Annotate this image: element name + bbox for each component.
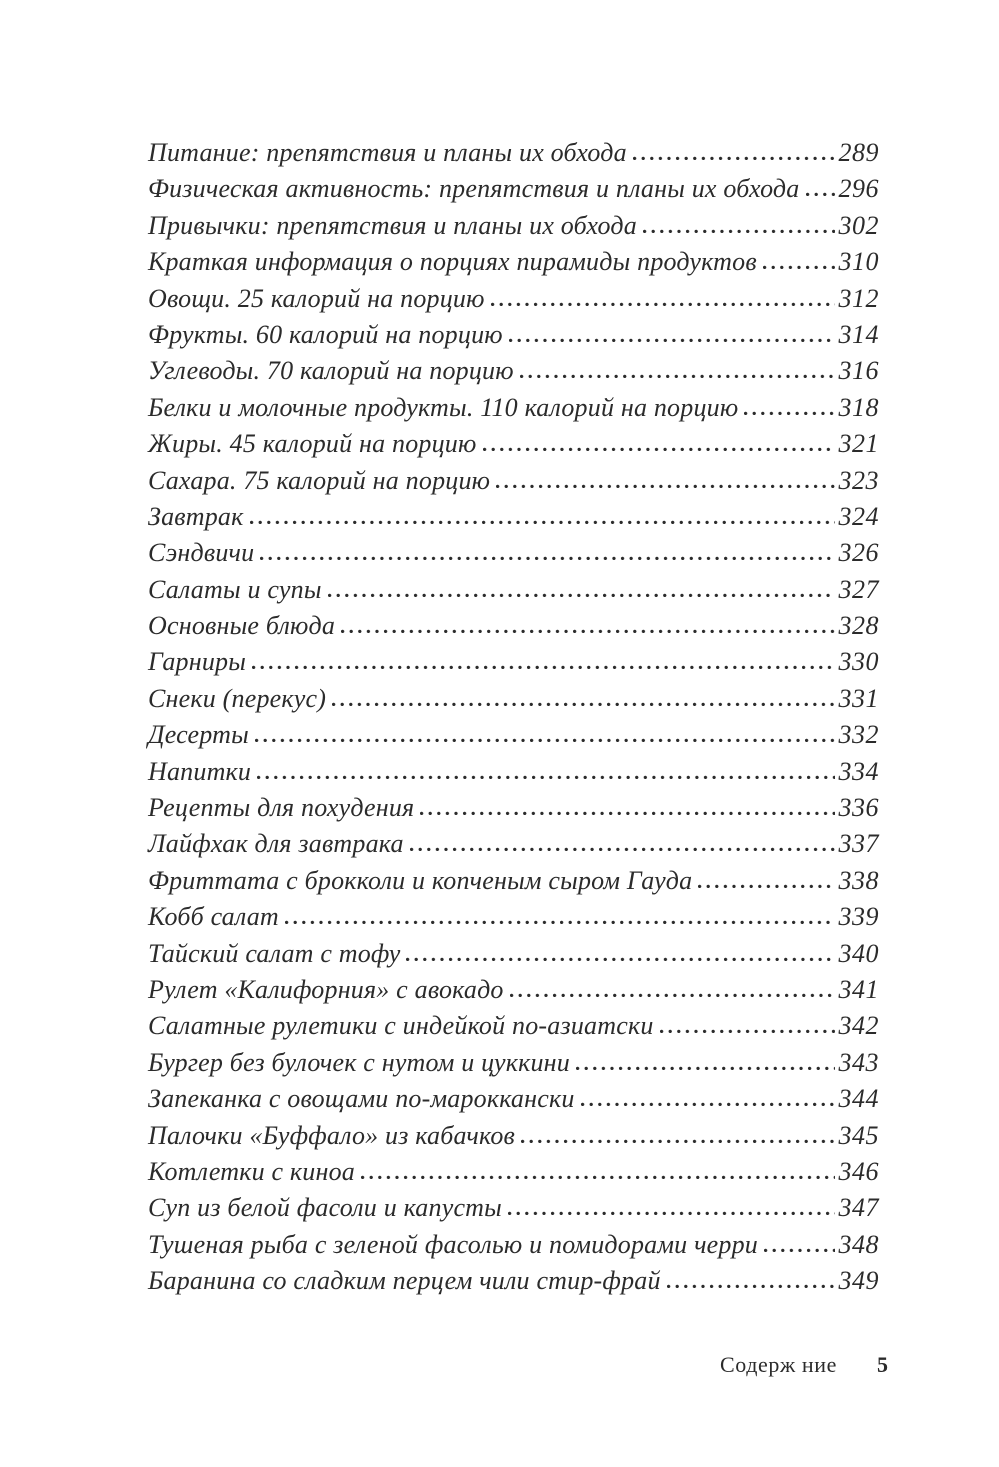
toc-entry	[148, 1230, 879, 1266]
toc-entry	[148, 975, 879, 1011]
toc-entry	[148, 1084, 879, 1120]
toc-entry	[148, 647, 879, 683]
toc-entry-title: Привычки: препятствия и планы их обхода	[148, 210, 637, 240]
toc-entry	[148, 1121, 879, 1157]
dot-leader	[576, 1059, 835, 1071]
toc-entry-page: 349	[838, 1266, 879, 1296]
toc-entry-title: Котлетки с киноа	[148, 1156, 355, 1186]
dot-leader	[332, 695, 834, 707]
dot-leader	[255, 731, 835, 743]
toc-entry-page: 330	[838, 647, 879, 677]
toc-entry-title: Сахара. 75 калорий на порцию	[148, 465, 491, 495]
toc-entry-title: Завтрак	[148, 501, 244, 531]
toc-entry-title: Гарниры	[148, 647, 247, 677]
toc-entry-title: Десерты	[148, 720, 249, 750]
toc-entry	[148, 138, 879, 174]
toc-entry-page: 336	[838, 793, 879, 823]
toc-entry	[148, 866, 879, 902]
dot-leader	[257, 768, 834, 780]
dot-leader	[260, 549, 834, 561]
dot-leader	[633, 149, 835, 161]
dot-leader	[420, 804, 834, 816]
toc-entry-title: Суп из белой фасоли и капусты	[148, 1193, 502, 1223]
toc-entry-title: Жиры. 45 калорий на порцию	[148, 429, 477, 459]
toc-entry-title: Физическая активность: препятствия и планы их обхода	[148, 174, 800, 204]
toc-entry-title: Рулет «Калифорния» с авокадо	[148, 974, 504, 1004]
toc-entry-title: Салатные рулетики с индейкой по-азиатски	[148, 1011, 654, 1041]
footer-page-number: 5	[877, 1352, 888, 1377]
toc-entry-title: Углеводы. 70 калорий на порцию	[148, 356, 514, 386]
toc-entry-page: 344	[838, 1084, 879, 1114]
toc-entry	[148, 174, 879, 210]
toc-entry-page: 316	[838, 356, 879, 386]
toc-entry-page: 347	[838, 1193, 879, 1223]
dot-leader	[520, 367, 835, 379]
toc-entry	[148, 211, 879, 247]
toc-entry	[148, 720, 879, 756]
dot-leader	[509, 331, 835, 343]
toc-entry	[148, 757, 879, 793]
toc-entry	[148, 538, 879, 574]
dot-leader	[806, 185, 835, 197]
dot-leader	[744, 404, 834, 416]
toc-entry-page: 328	[838, 611, 879, 641]
dot-leader	[521, 1132, 834, 1144]
dot-leader	[667, 1277, 835, 1289]
toc-entry-page: 340	[838, 938, 879, 968]
toc-entry	[148, 939, 879, 975]
toc-entry-page: 310	[838, 247, 879, 277]
dot-leader	[483, 440, 835, 452]
toc-entry-page: 339	[838, 902, 879, 932]
page-footer	[720, 1352, 888, 1378]
dot-leader	[496, 477, 834, 489]
dot-leader	[252, 658, 834, 670]
toc-entry-page: 334	[838, 756, 879, 786]
dot-leader	[581, 1095, 835, 1107]
toc-entry-title: Салаты и супы	[148, 574, 322, 604]
toc-entry	[148, 1048, 879, 1084]
toc-entry-title: Баранина со сладким перцем чили стир-фрай	[148, 1266, 661, 1296]
dot-leader	[410, 840, 835, 852]
dot-leader	[764, 1241, 834, 1253]
toc-entry	[148, 284, 879, 320]
toc-entry	[148, 502, 879, 538]
toc-entry	[148, 247, 879, 283]
toc-entry	[148, 356, 879, 392]
toc-entry	[148, 575, 879, 611]
toc-entry-page: 296	[838, 174, 879, 204]
toc-entry-title: Запеканка с овощами по-мароккански	[148, 1084, 575, 1114]
toc-entry-page: 324	[838, 501, 879, 531]
toc-entry	[148, 902, 879, 938]
toc-entry-title: Краткая информация о порциях пирамиды продуктов	[148, 247, 757, 277]
toc-entry-page: 343	[838, 1047, 879, 1077]
toc-entry-page: 289	[838, 138, 879, 167]
toc-entry	[148, 320, 879, 356]
toc-entry-page: 321	[838, 429, 879, 459]
toc-entry-page: 332	[838, 720, 879, 750]
toc-entry-page: 338	[838, 865, 879, 895]
toc-entry	[148, 829, 879, 865]
toc-entry-page: 346	[838, 1156, 879, 1186]
dot-leader	[361, 1168, 835, 1180]
dot-leader	[510, 986, 835, 998]
dot-leader	[328, 586, 835, 598]
table-of-contents	[148, 138, 879, 1303]
toc-entry	[148, 611, 879, 647]
toc-entry-page: 342	[838, 1011, 879, 1041]
toc-entry-title: Палочки «Буффало» из кабачков	[148, 1120, 516, 1150]
toc-entry-title: Снеки (перекус)	[148, 683, 327, 713]
toc-entry-page: 318	[838, 392, 879, 422]
toc-entry-title: Белки и молочные продукты. 110 калорий на порцию	[148, 392, 739, 422]
toc-entry-title: Напитки	[148, 756, 252, 786]
toc-entry-page: 348	[838, 1229, 879, 1259]
toc-entry	[148, 429, 879, 465]
toc-entry-title: Питание: препятствия и планы их обхода	[148, 138, 627, 167]
toc-entry-page: 345	[838, 1120, 879, 1150]
dot-leader	[250, 513, 835, 525]
dot-leader	[406, 950, 834, 962]
toc-entry	[148, 793, 879, 829]
toc-entry-page: 341	[838, 974, 879, 1004]
toc-entry	[148, 466, 879, 502]
dot-leader	[660, 1022, 835, 1034]
toc-entry-page: 337	[838, 829, 879, 859]
toc-entry-title: Фриттата с брокколи и копченым сыром Гауда	[148, 865, 693, 895]
toc-entry-page: 327	[838, 574, 879, 604]
toc-entry-page: 312	[838, 283, 879, 313]
toc-entry	[148, 1011, 879, 1047]
toc-entry-title: Фрукты. 60 калорий на порцию	[148, 319, 503, 349]
toc-entry	[148, 393, 879, 429]
toc-entry-title: Тушеная рыба с зеленой фасолью и помидорами черри	[148, 1229, 759, 1259]
toc-entry-page: 331	[838, 683, 879, 713]
toc-entry-title: Тайский салат с тофу	[148, 938, 401, 968]
toc-entry-title: Бургер без булочек с нутом и цуккини	[148, 1047, 570, 1077]
toc-entry-page: 326	[838, 538, 879, 568]
toc-entry-title: Сэндвичи	[148, 538, 255, 568]
dot-leader	[341, 622, 834, 634]
toc-entry-title: Овощи. 25 калорий на порцию	[148, 283, 485, 313]
toc-entry-title: Основные блюда	[148, 611, 336, 641]
dot-leader	[285, 913, 835, 925]
dot-leader	[491, 295, 835, 307]
toc-entry	[148, 684, 879, 720]
dot-leader	[763, 258, 835, 270]
dot-leader	[508, 1204, 835, 1216]
toc-entry-page: 314	[838, 319, 879, 349]
toc-entry-title: Кобб салат	[148, 902, 279, 932]
toc-entry-page: 323	[838, 465, 879, 495]
toc-entry-title: Лайфхак для завтрака	[148, 829, 404, 859]
dot-leader	[698, 877, 834, 889]
toc-entry	[148, 1193, 879, 1229]
toc-entry-title: Рецепты для похудения	[148, 793, 415, 823]
toc-entry	[148, 1266, 879, 1302]
dot-leader	[643, 222, 835, 234]
toc-entry-page: 302	[838, 210, 879, 240]
toc-entry	[148, 1157, 879, 1193]
footer-section-label: Содерж ние	[719, 1352, 837, 1377]
